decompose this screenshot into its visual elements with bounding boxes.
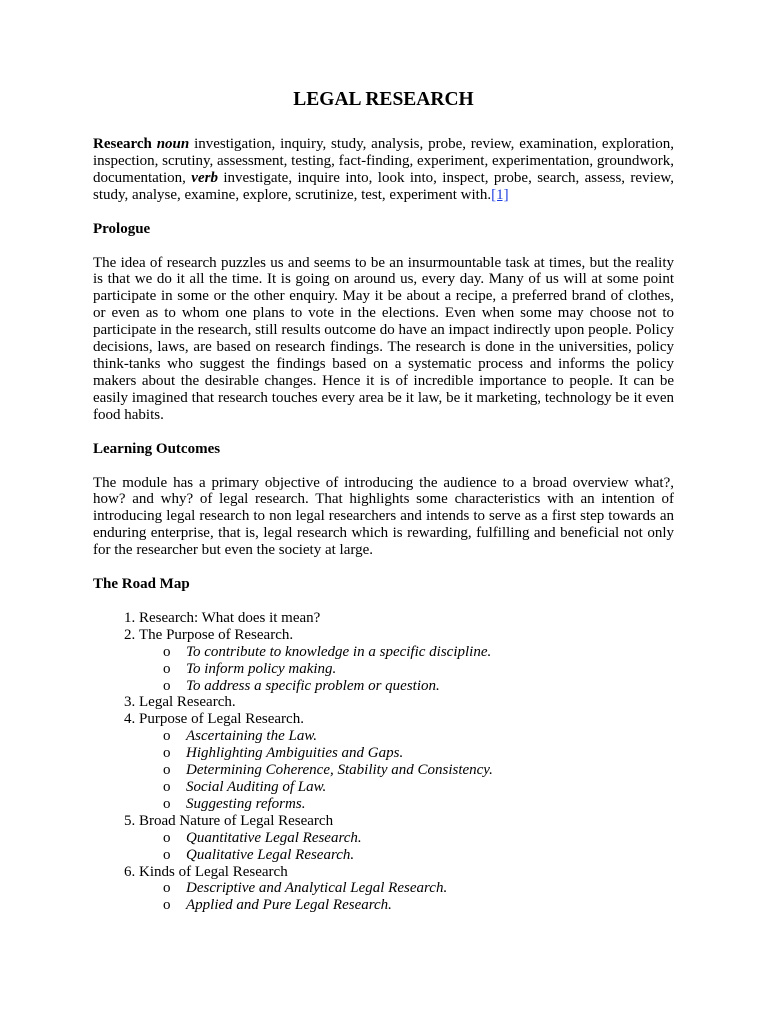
road-map-item-label: Legal Research. <box>139 694 236 711</box>
road-map-item <box>139 627 674 695</box>
noun-synonyms: investigation, inquiry, study, analysis, probe, review, examination, exploration, inspection, scrutiny, assessment, testing, fact-finding, experiment, experimentation, groundwork, documentation, <box>93 136 674 186</box>
road-map-list <box>93 610 674 914</box>
road-map-sublist <box>139 880 674 914</box>
road-map-item <box>139 610 674 627</box>
road-map-item-label: Broad Nature of Legal Research <box>139 812 334 829</box>
noun-label: noun <box>156 136 190 152</box>
road-map-sublist <box>139 830 674 864</box>
road-map-subitem: o Suggesting reforms. <box>186 796 674 813</box>
prologue-text: The idea of research puzzles us and seems to be an insurmountable task at times, but the reality is that we do it all the time. It is going on around us, every day. Many of us will at some point participate in some or the other enquiry. May it be about a recipe, a preferred brand of clothes, or even as to whom one plans to vote in the elections. Even when some may choose not to participate in the research, still results outcome do have an impact indirectly upon people. Policy decisions, laws, are based on research findings. The research is done in the universities, policy think-tanks who suggest the findings based on a systematic process and informs the policy makers about the desirable changes. Hence it is of incredible importance to people. It can be easily imagined that research touches every area be it law, be it marketing, technology be it even food habits. <box>93 254 674 423</box>
road-map-subitem: o Applied and Pure Legal Research. <box>186 897 674 914</box>
road-map-item-label: Research: What does it mean? <box>139 609 321 626</box>
road-map-subitem: o Ascertaining the Law. <box>186 728 674 745</box>
road-map-item-label: Purpose of Legal Research. <box>139 711 304 728</box>
road-map-subitem: o Social Auditing of Law. <box>186 779 674 796</box>
road-map-item <box>139 711 674 812</box>
road-map-subitem: o Quantitative Legal Research. <box>186 830 674 847</box>
prologue-heading: Prologue <box>93 220 151 237</box>
road-map-subitem: o Descriptive and Analytical Legal Research. <box>186 880 674 897</box>
road-map-item-label: Kinds of Legal Research <box>139 863 288 880</box>
road-map-item-label: The Purpose of Research. <box>139 626 294 643</box>
road-map-subitem: o Qualitative Legal Research. <box>186 847 674 864</box>
definition-term: Research <box>93 136 152 152</box>
document-body <box>93 88 674 914</box>
road-map-subitem: o To inform policy making. <box>186 661 674 678</box>
road-map-item <box>139 864 674 915</box>
learning-outcomes-heading: Learning Outcomes <box>93 440 221 457</box>
verb-label: verb <box>191 169 218 186</box>
road-map-heading: The Road Map <box>93 576 190 593</box>
road-map-sublist <box>139 644 674 695</box>
page-title: LEGAL RESEARCH <box>293 89 474 110</box>
road-map-subitem: o Determining Coherence, Stability and Consistency. <box>186 762 674 779</box>
footnote-link[interactable]: [1] <box>491 186 509 203</box>
learning-outcomes-text: The module has a primary objective of introducing the audience to a broad overview what?, how? and why? of legal research. That highlights some characteristics with an intention of introducing legal research to non legal researchers and intends to serve as a first step towards an enduring enterprise, that is, legal research which is rewarding, fulfilling and beneficial not only for the researcher but even the society at large. <box>93 474 674 559</box>
road-map-subitem: o To contribute to knowledge in a specific discipline. <box>186 644 674 661</box>
verb-synonyms: investigate, inquire into, look into, inspect, probe, search, assess, review, study, analyse, examine, explore, scrutinize, test, experiment with. <box>93 169 675 203</box>
road-map-sublist <box>139 728 674 813</box>
road-map-subitem: o Highlighting Ambiguities and Gaps. <box>186 745 674 762</box>
road-map-subitem: o To address a specific problem or question. <box>186 678 674 695</box>
road-map-item <box>139 694 674 711</box>
definition-paragraph <box>93 136 674 204</box>
road-map-item <box>139 813 674 864</box>
